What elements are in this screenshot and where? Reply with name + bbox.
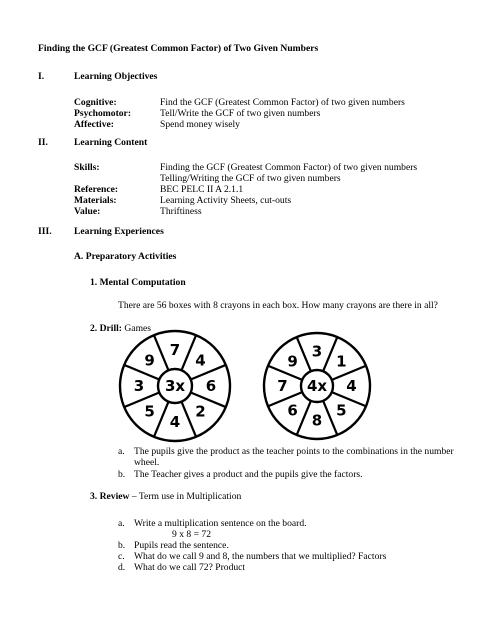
step-d-letter: d. — [118, 562, 126, 573]
wheel-4x-number: 9 — [287, 352, 298, 371]
item-1-label: 1. Mental Computation — [90, 277, 186, 288]
section-2-heading: Learning Content — [74, 137, 148, 148]
subsection-a-heading: A. Preparatory Activities — [74, 251, 177, 262]
content-value-skills-2: Telling/Writing the GCF of two given numbers — [160, 173, 341, 184]
wheel-4x-number: 6 — [287, 401, 298, 420]
content-value-skills-1: Finding the GCF (Greatest Common Factor) of two given numbers — [160, 162, 418, 173]
item-2-label-number: 2. — [90, 323, 100, 334]
content-value-reference: BEC PELC II A 2.1.1 — [160, 184, 244, 195]
wheel-3x-number: 2 — [195, 402, 206, 421]
content-value-value: Thriftiness — [160, 206, 202, 217]
step-c-letter: c. — [118, 551, 125, 562]
wheel-3x-number: 4 — [169, 413, 181, 431]
wheel-3x-number: 5 — [144, 402, 155, 421]
number-wheel-3x — [120, 331, 230, 441]
wheel-3x-number: 4 — [195, 351, 206, 370]
wheel-4x-number: 1 — [336, 352, 347, 371]
section-3-numeral: III. — [38, 226, 52, 237]
content-label-skills: Skills: — [74, 162, 100, 173]
wheel-4x-number: 3 — [311, 342, 323, 361]
section-2-numeral: II. — [38, 137, 48, 148]
step-a-text: Write a multiplication sentence on the board. — [134, 518, 307, 529]
wheel-3x-number: 6 — [205, 377, 217, 395]
wheel-3x-spoke — [182, 402, 197, 437]
step-b-text: Pupils read the sentence. — [134, 540, 229, 551]
wheel-3x-spoke — [182, 335, 197, 370]
objective-value-cognitive: Find the GCF (Greatest Common Factor) of two given numbers — [160, 97, 405, 108]
item-3-label-rest: – Term use in Multiplication — [129, 491, 242, 502]
step-a-letter: a. — [118, 518, 125, 529]
content-value-materials: Learning Activity Sheets, cut-outs — [160, 195, 292, 206]
objective-value-affective: Spend money wisely — [160, 119, 240, 130]
wheel-3x-number: 9 — [144, 351, 155, 370]
wheel-4x-spoke — [297, 401, 311, 435]
item-3-label — [90, 491, 241, 502]
item-3-label-number: 3. — [90, 491, 100, 502]
section-1-heading: Learning Objectives — [74, 71, 158, 82]
note-b-line-1: The Teacher gives a product and the pupils give the factors. — [134, 469, 363, 480]
wheel-3x-number: 3 — [133, 377, 145, 395]
note-a-letter: a. — [118, 446, 125, 457]
wheel-4x-spoke — [323, 401, 337, 435]
note-b-letter: b. — [118, 469, 126, 480]
section-3-heading: Learning Experiences — [74, 226, 164, 237]
item-3-label-bold: Review — [99, 491, 130, 502]
note-a-line-2: wheel. — [134, 457, 160, 468]
note-a-line-1: The pupils give the product as the teacher points to the combinations in the number — [134, 446, 454, 457]
wheel-4x-number: 8 — [311, 411, 323, 430]
step-c-text: What do we call 9 and 8, the numbers that we multiplied? Factors — [134, 551, 387, 562]
wheel-3x-number: 7 — [169, 341, 181, 359]
objective-value-psychomotor: Tell/Write the GCF of two given numbers — [160, 108, 321, 119]
item-2-label-bold: Drill: — [99, 323, 122, 334]
wheel-3x-center-label: 3x — [164, 377, 186, 395]
page-title: Finding the GCF (Greatest Common Factor) of Two Given Numbers — [38, 43, 319, 54]
item-1-text: There are 56 boxes with 8 crayons in each box. How many crayons are there in all? — [118, 300, 438, 311]
wheel-4x-number: 5 — [336, 401, 347, 420]
objective-label-psychomotor: Psychomotor: — [74, 108, 132, 119]
objective-label-affective: Affective: — [74, 119, 114, 130]
wheel-4x-number: 7 — [277, 377, 288, 395]
section-1-numeral: I. — [38, 71, 45, 82]
content-label-value: Value: — [74, 206, 101, 217]
wheel-3x-spoke — [154, 402, 169, 437]
step-equation: 9 x 8 = 72 — [172, 529, 211, 540]
step-b-letter: b. — [118, 540, 126, 551]
step-d-text: What do we call 72? Product — [134, 562, 246, 573]
wheel-4x-number: 4 — [346, 377, 357, 395]
wheel-4x-spoke — [323, 337, 337, 371]
content-label-reference: Reference: — [74, 184, 119, 195]
content-label-materials: Materials: — [74, 195, 117, 206]
wheel-4x-center-label: 4x — [306, 377, 328, 395]
wheel-3x-spoke — [154, 335, 169, 370]
number-wheel-4x — [264, 333, 370, 439]
wheel-4x-spoke — [297, 337, 311, 371]
objective-label-cognitive: Cognitive: — [74, 97, 117, 108]
item-2-label-rest: Games — [121, 323, 152, 334]
